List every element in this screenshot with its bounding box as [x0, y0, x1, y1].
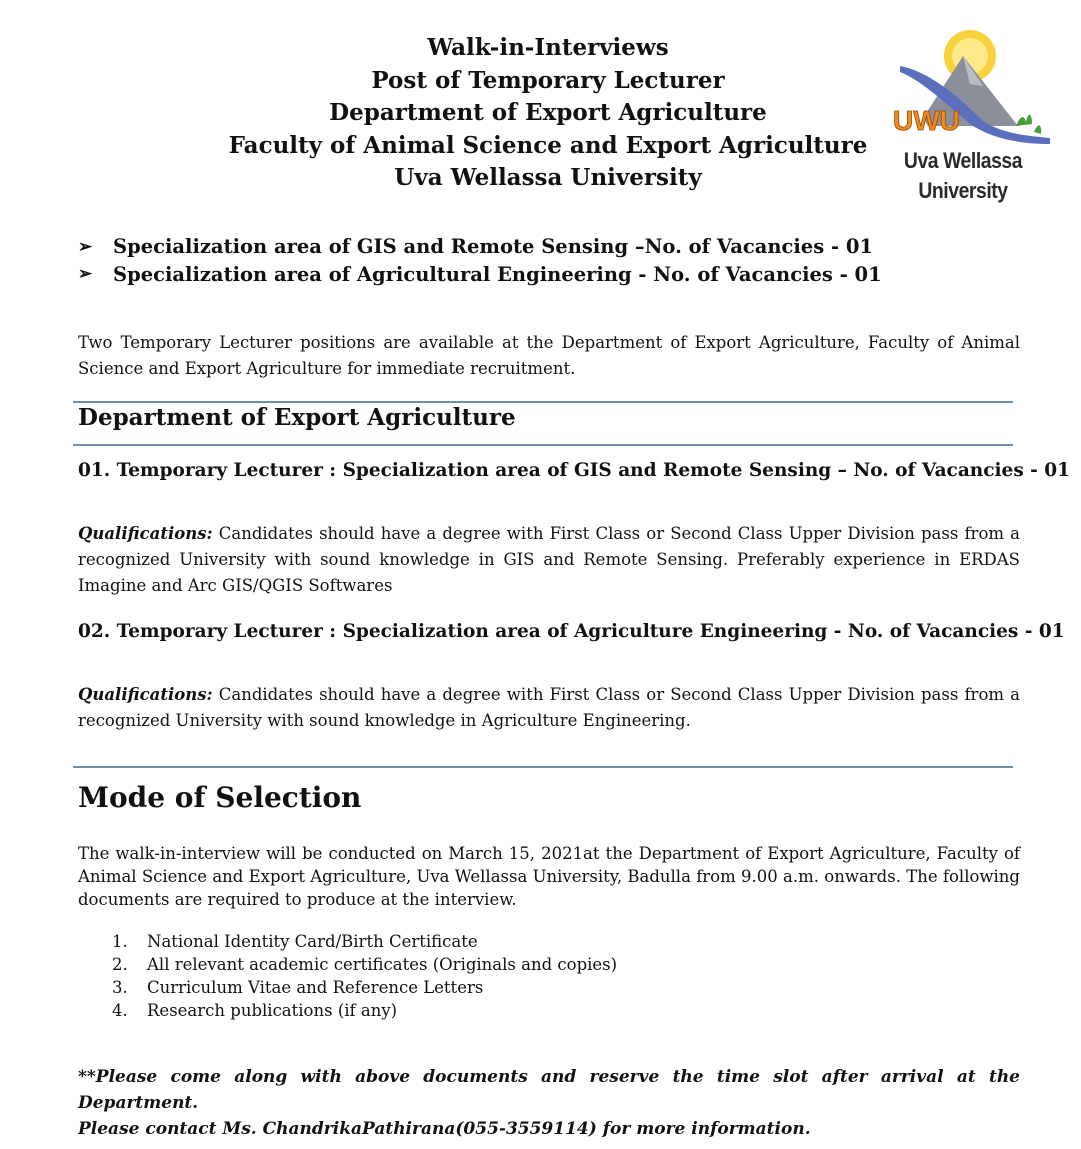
qualifications-text: Candidates should have a degree with First Class or Second Class Upper Division pass from a recognized University with sound knowledge in GIS and Remote Sensing. Preferably experience in ERDAS Imagine and Arc GIS/QGIS Softwares [78, 524, 1020, 595]
logo-emblem-icon [888, 26, 1053, 151]
header-line-3: Department of Export Agriculture [329, 99, 767, 126]
position-2-qualifications [78, 682, 1020, 734]
position-1-heading: 01. Temporary Lecturer : Specialization area of GIS and Remote Sensing – No. of Vacancies - 01 [78, 460, 1071, 481]
university-logo [888, 26, 1053, 216]
required-documents-list [112, 930, 812, 1022]
contact-note [78, 1064, 1020, 1142]
list-item: 1. National Identity Card/Birth Certificate [112, 932, 478, 951]
qualifications-label: Qualifications: [78, 524, 213, 543]
header-line-5: Uva Wellassa University [394, 164, 702, 191]
section-divider [73, 444, 1013, 446]
logo-name-line-2: University [918, 178, 1008, 203]
header-line-1: Walk-in-Interviews [427, 34, 669, 61]
qualifications-text: Candidates should have a degree with First Class or Second Class Upper Division pass from a recognized University with sound knowledge in Agriculture Engineering. [78, 685, 1020, 730]
note-line-1: **Please come along with above documents and reserve the time slot after arrival at the Department. [78, 1067, 1020, 1113]
vacancy-item [78, 233, 1038, 261]
qualifications-label: Qualifications: [78, 685, 213, 704]
arrow-bullet-icon: ➢ [78, 236, 93, 257]
list-item: 4. Research publications (if any) [112, 1001, 398, 1020]
selection-paragraph: The walk-in-interview will be conducted on March 15, 2021at the Department of Export Agriculture, Faculty of Animal Science and Export Agriculture, Uva Wellassa University, Badulla from 9.00 a.m. onwards. The following documents are required to produce at the interview. [78, 844, 1020, 909]
department-title: Department of Export Agriculture [78, 404, 516, 431]
vacancy-item [78, 261, 1038, 289]
vacancy-text: Specialization area of GIS and Remote Sensing –No. of Vacancies - 01 [113, 235, 873, 259]
position-2-heading: 02. Temporary Lecturer : Specialization area of Agriculture Engineering - No. of Vacancies - 01 [78, 621, 1065, 642]
header-line-2: Post of Temporary Lecturer [371, 66, 725, 94]
selection-title: Mode of Selection [78, 781, 362, 814]
document-header [200, 32, 896, 195]
note-line-2: Please contact Ms. ChandrikaPathirana(055-3559114) for more information. [78, 1119, 811, 1139]
list-item: 3. Curriculum Vitae and Reference Letters [112, 978, 484, 997]
position-1-qualifications [78, 521, 1020, 599]
logo-name-line-1: Uva Wellassa [903, 148, 1023, 173]
list-item: 2. All relevant academic certificates (Originals and copies) [112, 955, 618, 974]
section-divider [73, 766, 1013, 768]
logo-badge: UWU [893, 105, 960, 136]
vacancy-list [78, 233, 1038, 288]
arrow-bullet-icon: ➢ [78, 264, 93, 285]
intro-paragraph: Two Temporary Lecturer positions are available at the Department of Export Agriculture, Faculty of Animal Science and Export Agriculture for immediate recruitment. [78, 333, 1020, 378]
vacancy-text: Specialization area of Agricultural Engineering - No. of Vacancies - 01 [113, 262, 882, 286]
header-line-4: Faculty of Animal Science and Export Agriculture [228, 131, 868, 159]
section-divider [73, 401, 1013, 403]
